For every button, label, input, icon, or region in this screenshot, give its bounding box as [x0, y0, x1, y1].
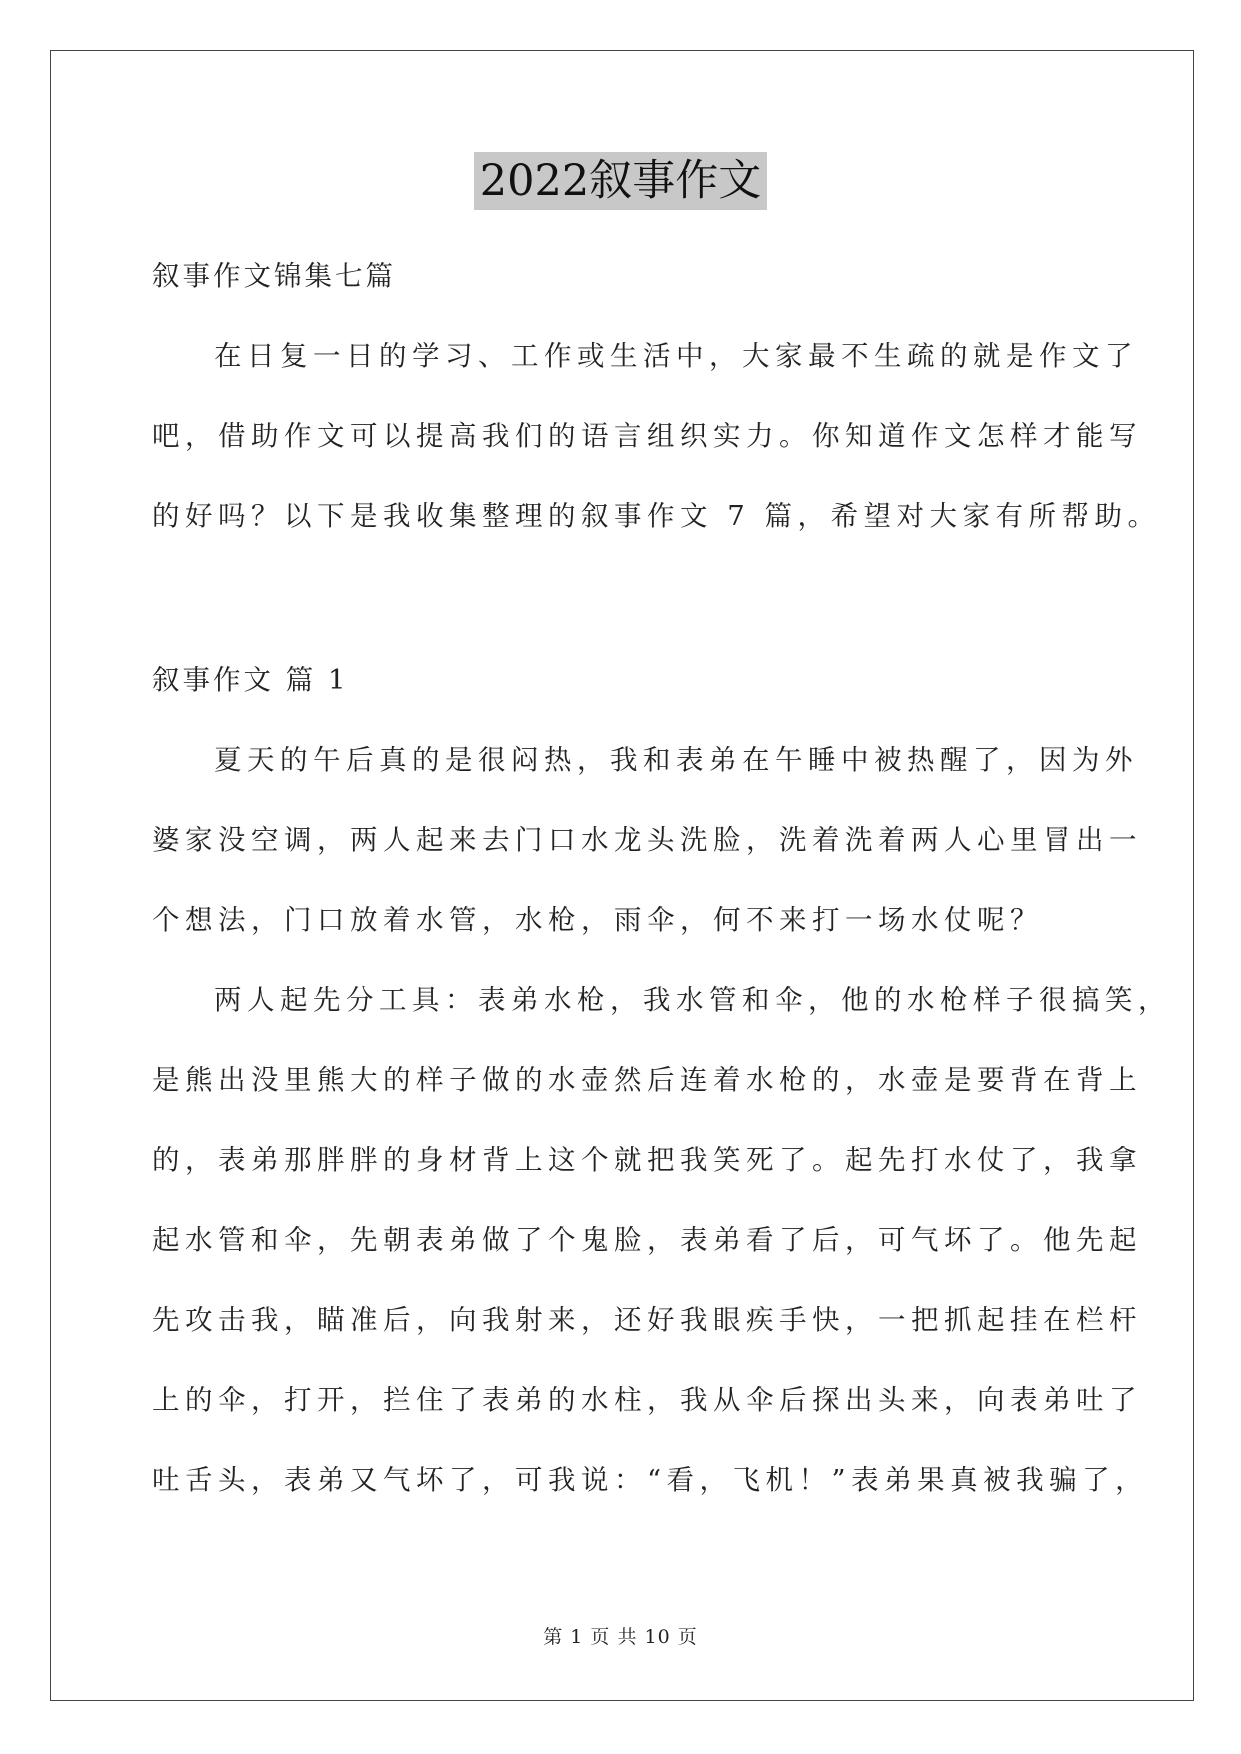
intro-line: 的好吗？以下是我收集整理的叙事作文 7 篇，希望对大家有所帮助。	[152, 500, 1161, 532]
paragraph-line: 吐舌头，表弟又气坏了，可我说：“看，飞机！”表弟果真被我骗了，	[152, 1464, 1149, 1496]
paragraph-2	[152, 960, 1171, 1520]
paragraph-line: 婆家没空调，两人起来去门口水龙头洗脸，洗着洗着两人心里冒出一	[152, 824, 1142, 856]
title-container	[0, 152, 1241, 210]
page-number-footer: 第 1 页 共 10 页	[543, 1626, 698, 1648]
paragraph-1	[152, 720, 1142, 960]
paragraph-line: 个想法，门口放着水管，水枪，雨伞，何不来打一场水仗呢？	[152, 904, 1043, 936]
paragraph-line: 上的伞，打开，拦住了表弟的水柱，我从伞后探出头来，向表弟吐了	[152, 1384, 1142, 1416]
paragraph-line: 是熊出没里熊大的样子做的水壶然后连着水枪的，水壶是要背在背上	[152, 1064, 1142, 1096]
document-title: 2022叙事作文	[474, 152, 767, 210]
paragraph-line: 先攻击我，瞄准后，向我射来，还好我眼疾手快，一把抓起挂在栏杆	[152, 1304, 1142, 1336]
section-spacer	[152, 556, 1090, 640]
section-heading: 叙事作文 篇 1	[152, 664, 349, 696]
paragraph-line: 夏天的午后真的是很闷热，我和表弟在午睡中被热醒了，因为外	[214, 744, 1138, 776]
document-body	[152, 236, 1171, 1520]
paragraph-line: 两人起先分工具：表弟水枪，我水管和伞，他的水枪样子很搞笑，	[214, 984, 1171, 1016]
document-subtitle: 叙事作文锦集七篇	[152, 260, 396, 292]
paragraph-line: 起水管和伞，先朝表弟做了个鬼脸，表弟看了后，可气坏了。他先起	[152, 1224, 1142, 1256]
intro-paragraph	[152, 316, 1161, 556]
intro-line: 吧，借助作文可以提高我们的语言组织实力。你知道作文怎样才能写	[152, 420, 1142, 452]
paragraph-line: 的，表弟那胖胖的身材背上这个就把我笑死了。起先打水仗了，我拿	[152, 1144, 1142, 1176]
intro-line: 在日复一日的学习、工作或生活中，大家最不生疏的就是作文了	[214, 340, 1138, 372]
